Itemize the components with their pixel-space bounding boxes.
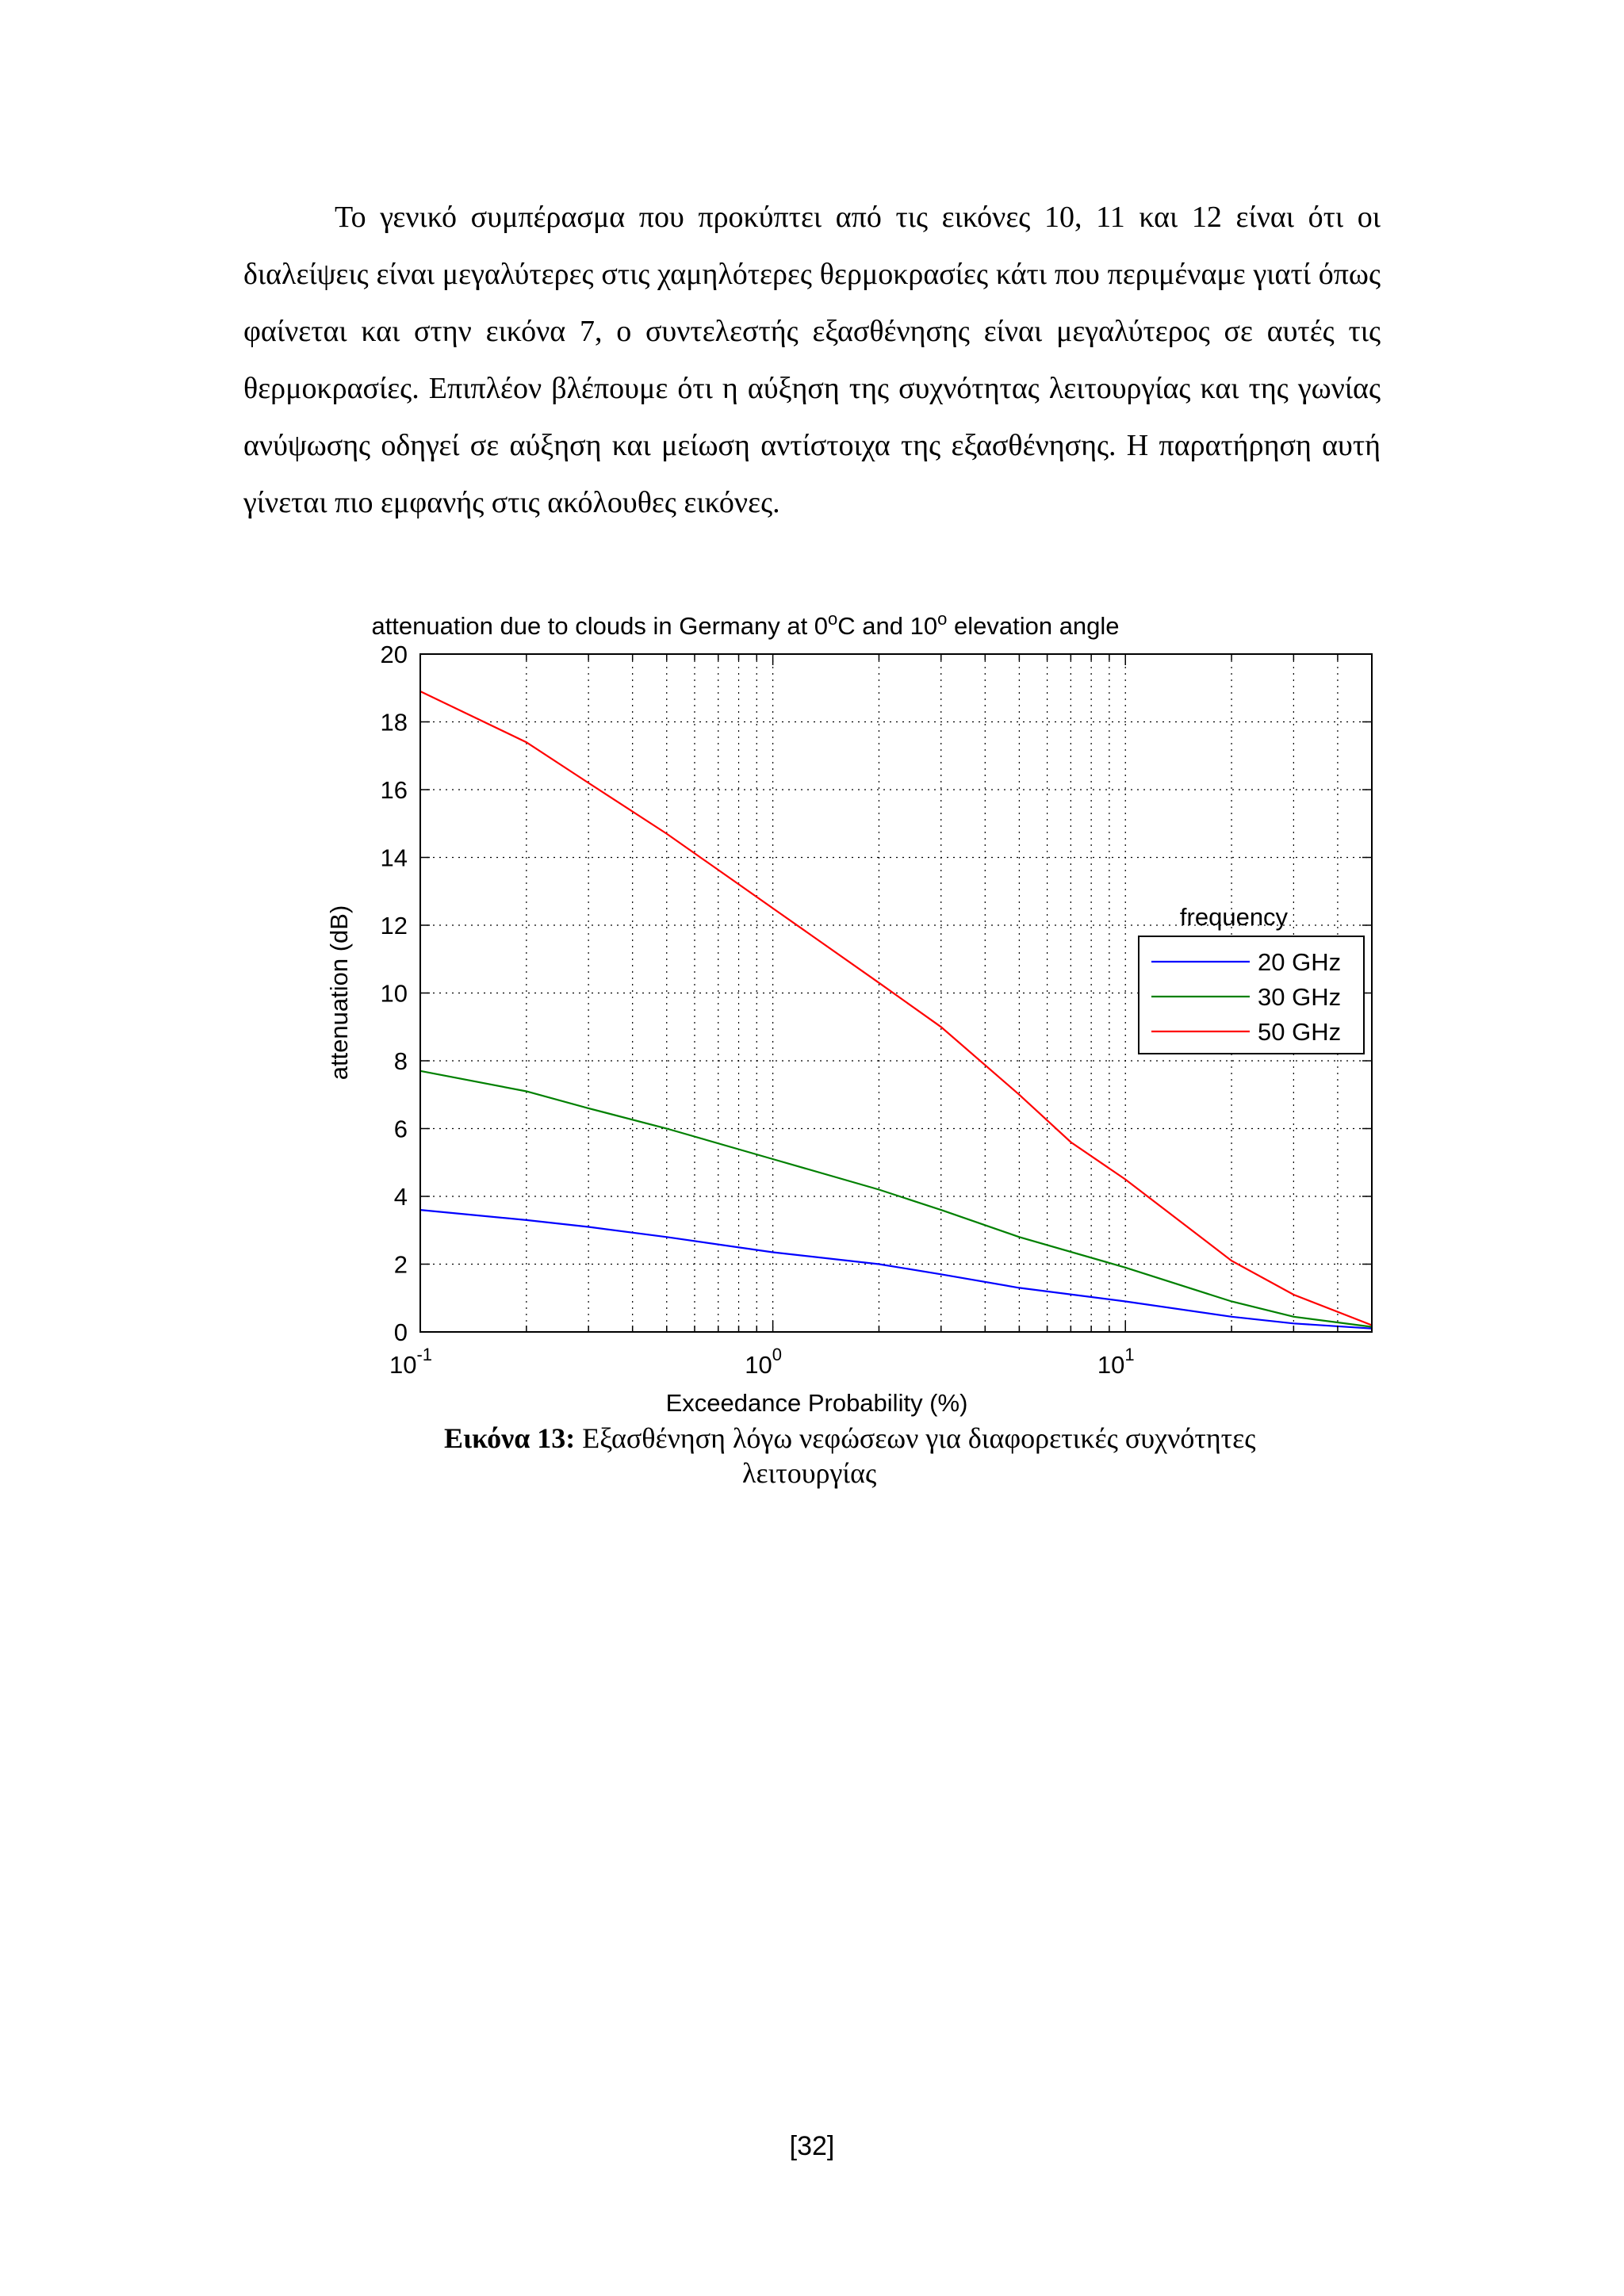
legend-entry: 50 GHz <box>1258 1018 1342 1046</box>
x-tick-label: $10^0$ <box>745 1345 782 1379</box>
y-tick-label: 12 <box>380 912 408 939</box>
y-tick-label: 14 <box>380 844 408 872</box>
attenuation-chart <box>309 591 1404 1439</box>
legend-entry: 20 GHz <box>1258 948 1342 976</box>
y-tick-label: 18 <box>380 708 408 737</box>
figure-caption <box>444 1421 1396 1490</box>
page-number: [32] <box>789 2131 835 2161</box>
y-axis-label: attenuation (dB) <box>325 905 353 1081</box>
y-tick-label: 10 <box>380 979 408 1008</box>
caption-text-line2: λειτουργίας <box>742 1457 877 1489</box>
paragraph-text: Το γενικό συμπέρασμα που προκύπτει από τις εικόνες 10, 11 και 12 είναι ότι οι διαλείψεις είναι μεγαλύτερες στις χαμηλότερες θερμοκρασίες κάτι που περιμέναμε γιατί όπως φαίνεται και στην εικόνα 7, ο συντελεστής εξασθένησης είναι μεγαλύτερος σε αυτές τις θερμοκρασίες. Επιπλέον βλέπουμε ότι η αύξηση της συχνότητας λειτουργίας και της γωνίας ανύψωσης οδηγεί σε αύξηση και μείωση αντίστοιχα της εξασθένησης. Η παρατήρηση αυτή γίνεται πιο εμφανής στις ακόλουθες εικόνες. <box>243 201 1381 519</box>
y-tick-label: 4 <box>393 1183 408 1211</box>
caption-label: Εικόνα 13: <box>444 1422 576 1454</box>
chart-title: attenuation due to clouds in Germany at 0$^o$C and 10$^o$ elevation angle <box>371 609 1120 640</box>
y-tick-label: 8 <box>393 1047 408 1075</box>
x-axis-label: Exceedance Probability (%) <box>665 1389 968 1417</box>
x-tick-label: $10^{-1}$ <box>389 1345 433 1379</box>
y-tick-label: 16 <box>380 776 408 804</box>
y-tick-label: 20 <box>380 641 408 668</box>
legend-title: frequency <box>1179 903 1289 931</box>
y-tick-label: 2 <box>393 1250 408 1279</box>
caption-text-line1: Εξασθένηση λόγω νεφώσεων για διαφορετικές συχνότητες <box>575 1422 1256 1454</box>
y-tick-label: 0 <box>393 1318 408 1346</box>
y-tick-label: 6 <box>393 1115 408 1143</box>
figure <box>309 591 1404 1439</box>
legend-entry: 30 GHz <box>1258 983 1342 1011</box>
body-paragraph <box>243 189 1381 531</box>
x-tick-label: $10^1$ <box>1097 1345 1135 1379</box>
